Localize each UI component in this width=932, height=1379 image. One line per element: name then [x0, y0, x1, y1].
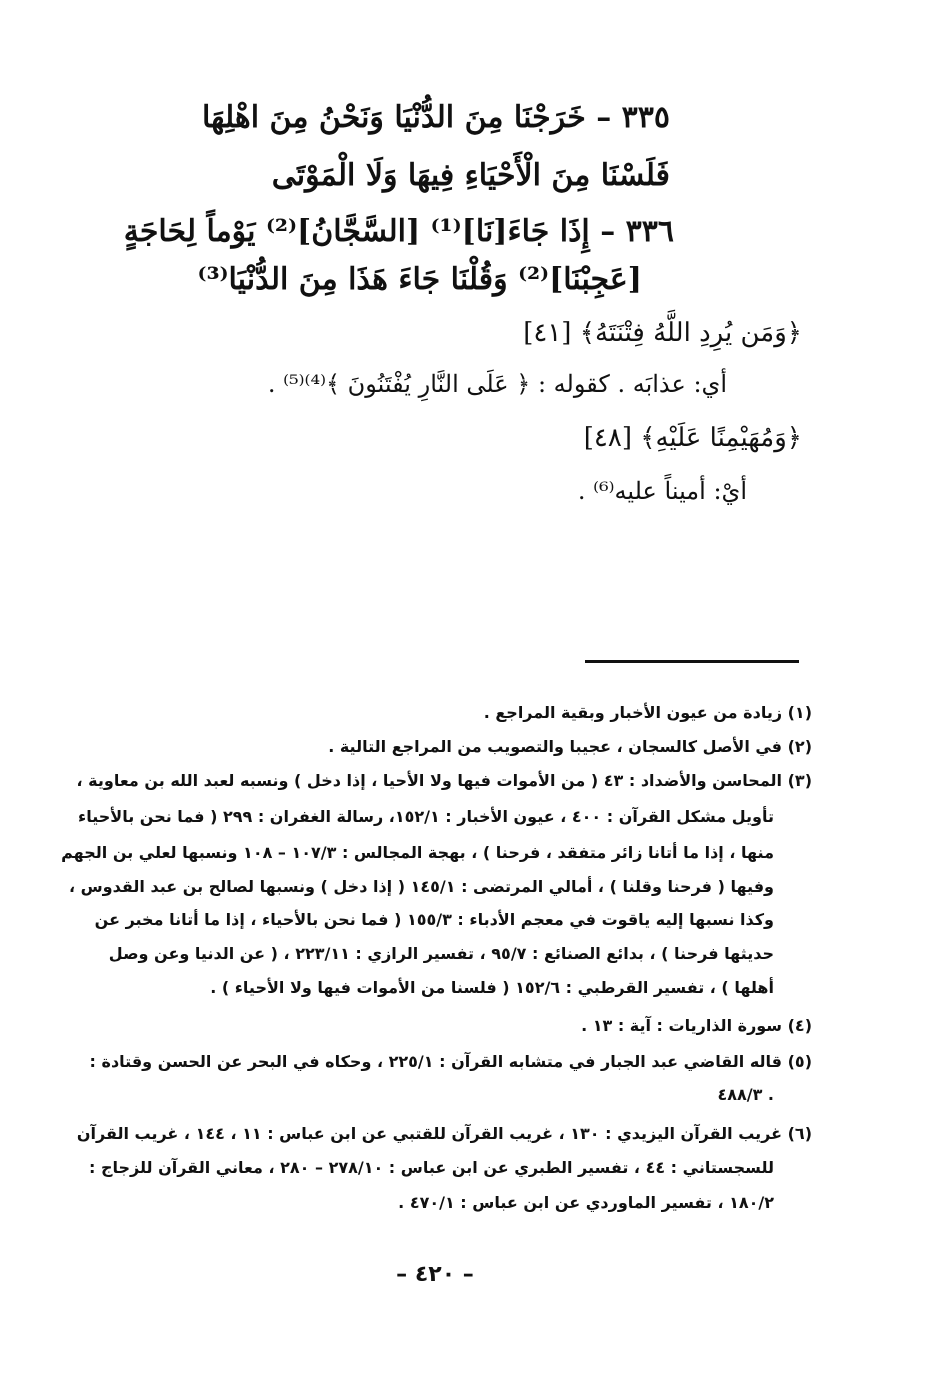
poem-verse-335-second-hemistich: فَلَسْنَا مِنَ الْأَحْيَاءِ فِيهَا وَلَا الْمَوْتَى	[271, 158, 670, 193]
footnote-6-line-2: للسجستاني : ٤٤ ، تفسير الطبري عن ابن عباس : ٢٧٨/١٠ – ٢٨٠ ، معاني القرآن للزجاج :	[88, 1158, 774, 1177]
footnote-2: (٢) في الأصل كالسجان ، عجيبا والتصويب من المراجع التالية .	[328, 737, 812, 756]
footnote-3-line-2: تأويل مشكل القرآن : ٤٠٠ ، عيون الأخبار : ١٥٢/١، رسالة الغفران : ٢٩٩ ( فما نحن بالأحياء	[78, 807, 774, 826]
page-number: – ٤٢٠ –	[396, 1262, 474, 1287]
footnote-3-line-6: حديثها فرحنا ) ، بدائع الصنائع : ٩٥/٧ ، تفسير الرازي : ٢٢٣/١١ ، ( عن الدنيا وعن وصل	[108, 944, 774, 963]
poem-verse-336-second-hemistich: [عَجِبْنَا]⁽²⁾ وَقُلْنَا جَاءَ هَذَا مِنَ الدُّنْيَا⁽³⁾	[197, 262, 642, 297]
explanation-41: أي: عذابَه . كقوله : ﴿ عَلَى النَّارِ يُفْتَنُونَ ﴾⁽⁴⁾⁽⁵⁾ .	[267, 370, 727, 398]
footnote-5-line-1: (٥) قاله القاضي عبد الجبار في متشابه القرآن : ٢٢٥/١ ، وحكاه في البحر عن الحسن وقتادة :	[89, 1052, 812, 1071]
footnote-3-line-5: وكذا نسبها إليه ياقوت في معجم الأدباء : ١٥٥/٣ ( فما نحن بالأحياء ، إذا ما أتانا مخبر عن	[94, 910, 774, 929]
footnote-divider	[585, 660, 799, 663]
footnote-3-line-4: وفيها ( فرحنا وقلنا ) ، أمالي المرتضى : ١٤٥/١ ( إذا دخل ) ونسبها لصالح بن عبد القدوس ،	[68, 877, 774, 896]
quran-citation-48: ﴿وَمُهَيْمِنًا عَلَيْهِ﴾ [٤٨]	[583, 423, 802, 453]
footnote-5-line-2: ٤٨٨/٣ .	[717, 1085, 774, 1104]
footnote-6-line-3: ١٨٠/٢ ، تفسير الماوردي عن ابن عباس : ٤٧٠/١ .	[398, 1193, 774, 1212]
footnote-1: (١) زيادة من عيون الأخبار وبقية المراجع .	[483, 703, 812, 722]
poem-verse-336-first-hemistich: ٣٣٦ – إِذَا جَاءَ[نَا]⁽¹⁾ [السَّجَّانُ]⁽²⁾ يَوْماً لِحَاجَةٍ	[123, 214, 674, 249]
footnote-3-line-1: (٣) المحاسن والأضداد : ٤٣ ( من الأموات فيها ولا الأحيا ، إذا دخل ) ونسبه لعبد الله بن معاوية ،	[76, 771, 812, 790]
footnote-3-line-7: أهلها ) ، تفسير القرطبي : ١٥٢/٦ ( فلسنا من الأموات فيها ولا الأحياء ) .	[210, 978, 774, 997]
footnote-6-line-1: (٦) غريب القرآن اليزيدي : ١٣٠ ، غريب القرآن للقتبي عن ابن عباس : ١١ ، ١٤٤ ، غريب القرآن	[76, 1124, 812, 1143]
footnote-4: (٤) سورة الذاريات : آية : ١٣ .	[581, 1016, 812, 1035]
quran-citation-41: ﴿وَمَن يُرِدِ اللَّهُ فِتْنَتَهُ﴾ [٤١]	[523, 318, 802, 348]
explanation-48: أيْ: أميناً عليه⁽⁶⁾ .	[577, 477, 747, 505]
poem-verse-335-first-hemistich: ٣٣٥ – خَرَجْنَا مِنَ الدُّنْيَا وَنَحْنُ مِنَ اهْلِهَا	[202, 100, 670, 135]
footnote-3-line-3: منها ، إذا ما أتانا زائر متفقد ، فرحنا ) ، بهجة المجالس : ١٠٧/٣ – ١٠٨ ونسبها لعلي بن الجهم	[61, 843, 774, 862]
